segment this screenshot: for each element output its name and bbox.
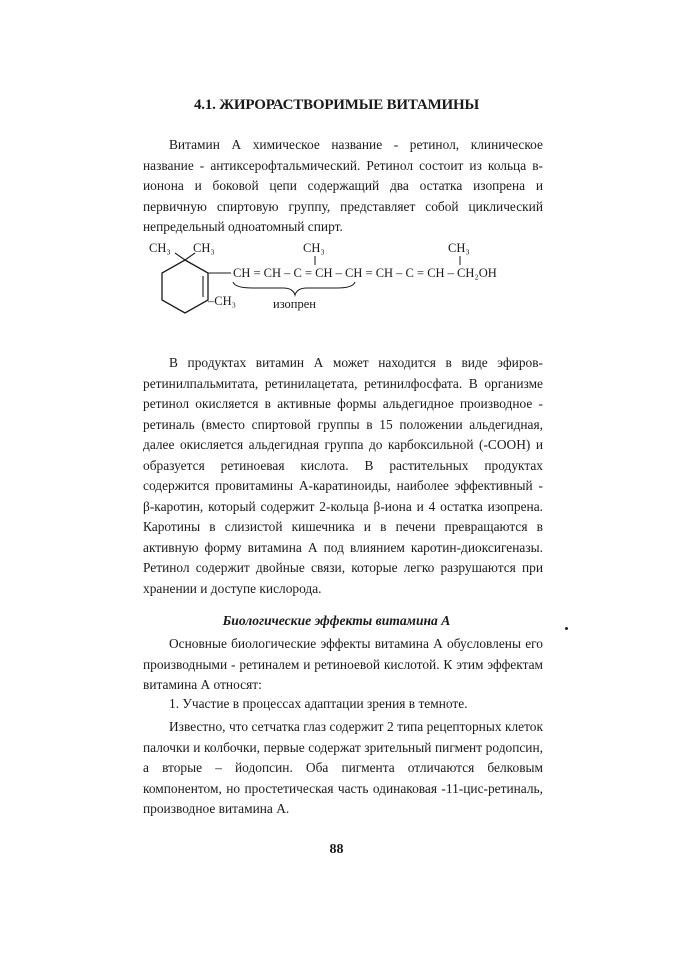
paragraph-text: В продуктах витамин А может находится в виде эфиров-ретинилпальмитата, ретинилацетата, ретинилфосфата. В организме ретинол окисляется в активные формы альдегидное производное - ретиналь (вместо спиртовой группы в 15 положении альдегидная, далее окисляется альдегидная группа до карбоксильной (-СООН) и образуется ретиноевая кислота. В растительных продуктах содержится провитамины А-каратиноиды, наиболее эффективный - β-каротин, который содержит 2-кольца β-иона и 4 остатка изопрена. Каротины в слизистой кишечника и в печени превращаются в активную форму витамина А под влиянием каротин-диоксигеназы. Ретинол содержит двойные связи, которые легко разрушаются при хранении и доступе кислорода. xyxy=(143,355,543,596)
paragraph-text: Известно, что сетчатка глаз содержит 2 типа рецепторных клеток палочки и колбочки, первые содержат зрительный пигмент родопсин, а вторые – йодопсин. Оба пигмента отличаются белковым компонентом, но простетическая часть одинаковая -11-цис-ретиналь, производное витамина А. xyxy=(143,719,543,816)
ch3-branch-2: CH₃ xyxy=(448,241,470,255)
section-title: 4.1. ЖИРОРАСТВОРИМЫЕ ВИТАМИНЫ xyxy=(194,97,479,113)
ring-methyl: –CH₃ xyxy=(208,294,236,308)
stray-dot-mark xyxy=(565,627,568,630)
bond-methyl-1 xyxy=(175,253,185,260)
ch3-top-left-2: CH₃ xyxy=(193,241,215,255)
paragraph-vitamin-a-intro xyxy=(143,135,543,238)
paragraph-text: Витамин А химическое название - ретинол, клиническое название - антиксерофтальмический. Ретинол состоит из кольца в-ионона и боковой цепи содержащий два остатка изопрена и первичную спиртовую группу, представляет собой циклический непредельный одноатомный спирт. xyxy=(143,137,543,234)
subsection-title: Биологические эффекты витамина А xyxy=(222,613,451,628)
ch3-branch-1: CH₃ xyxy=(303,241,325,255)
paragraph-retinol-forms xyxy=(143,353,543,599)
paragraph-text: Основные биологические эффекты витамина А обусловлены его производными - ретиналем и ретиноевой кислотой. К этим эффектам витамина А относят: xyxy=(143,636,543,692)
page-number: 88 xyxy=(329,842,344,857)
isoprene-label: изопрен xyxy=(273,297,316,311)
isoprene-brace xyxy=(233,282,355,295)
paragraph-biological-effects xyxy=(143,634,543,696)
side-chain: CH = CH – C = CH – CH = CH – C = CH – CH₂OH xyxy=(233,266,497,280)
paragraph-retina xyxy=(143,717,543,820)
ch3-top-left-1: CH₃ xyxy=(149,241,171,255)
list-item-1: 1. Участие в процессах адаптации зрения в темноте. xyxy=(169,696,468,711)
ring-shape xyxy=(162,260,208,313)
retinol-structural-formula xyxy=(143,240,563,340)
